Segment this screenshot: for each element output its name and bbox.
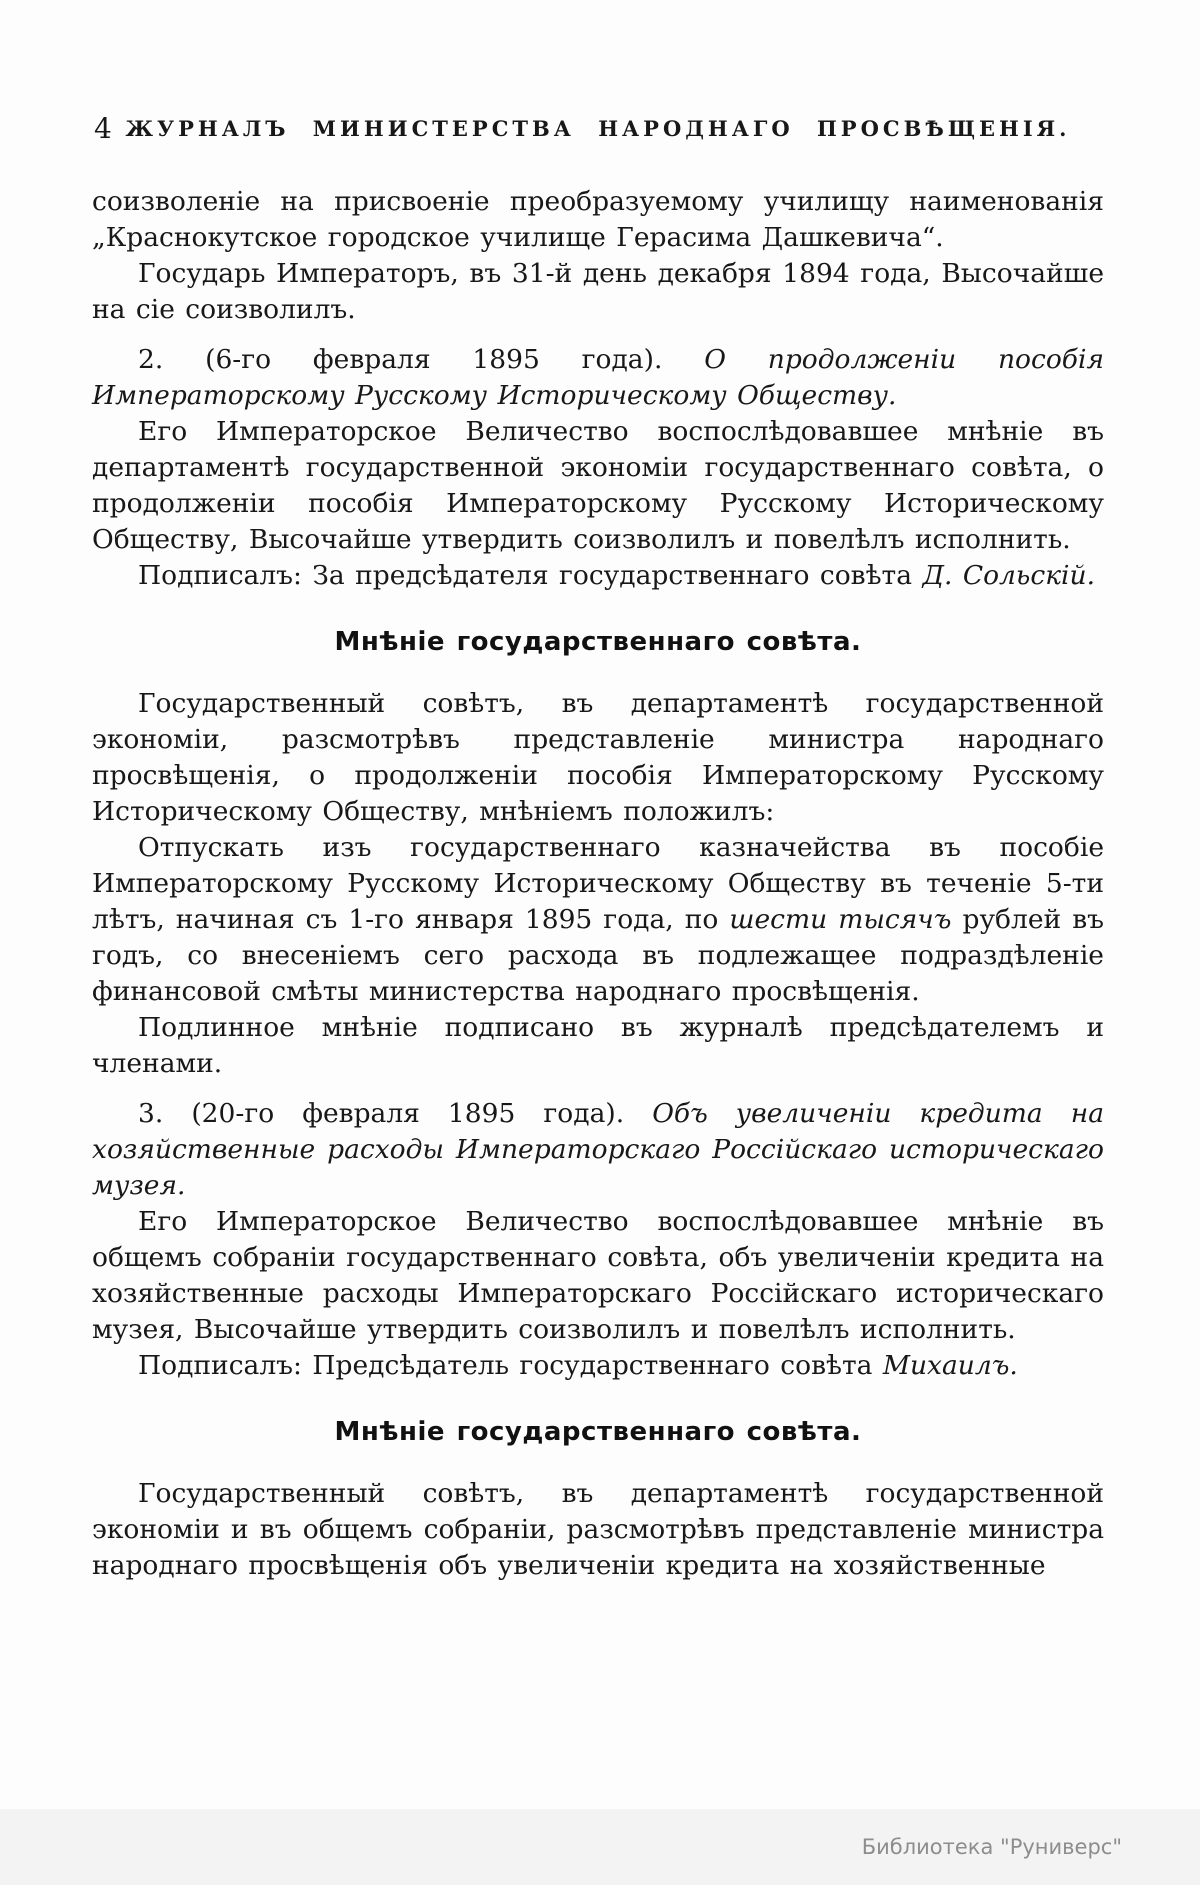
running-header: [92, 112, 1104, 146]
item-2-date-lead: 2. (6-го февраля 1895 года).: [138, 344, 705, 375]
paragraph-item-3-body: Его Императорское Величество воспослѣдовавшее мнѣніе въ общемъ собраніи государственнаго совѣта, объ увеличеніи кредита на хозяйственные расходы Императорскаго Россійскаго историческаго музея, Высочайше утвердить соизволилъ и повелѣлъ исполнить.: [92, 1206, 1104, 1345]
paragraph-sovereign-approval: Государь Императоръ, въ 31-й день декабря 1894 года, Высочайше на сіе соизволилъ.: [92, 258, 1104, 325]
paragraph-opinion-1-intro: Государственный совѣтъ, въ департаментѣ государственной экономіи, разсмотрѣвъ представленіе министра народнаго просвѣщенія, о продолженіи пособія Императорскому Русскому Историческому Обществу, мнѣніемъ положилъ:: [92, 688, 1104, 827]
item-2-title-paragraph: [92, 342, 1104, 414]
watermark-text: Библиотека "Руниверс": [861, 1835, 1122, 1859]
item-3-date-lead: 3. (20-го февраля 1895 года).: [138, 1098, 653, 1129]
journal-running-title: ЖУРНАЛЪ МИНИСТЕРСТВА НАРОДНАГО ПРОСВѢЩЕНІЯ.: [125, 116, 1071, 141]
paragraph-opinion-2-intro: Государственный совѣтъ, въ департаментѣ государственной экономіи и въ общемъ собраніи, разсмотрѣвъ представленіе министра народнаго просвѣщенія объ увеличеніи кредита на хозяйственные: [92, 1478, 1104, 1581]
page-text: [92, 184, 1104, 1584]
item-3-title-paragraph: [92, 1096, 1104, 1204]
paragraph-item-2-body: Его Императорское Величество воспослѣдовавшее мнѣніе въ департаментѣ государственной экономіи государственнаго совѣта, о продолженіи пособія Императорскому Русскому Историческому Обществу, Высочайше утвердить соизволилъ и повелѣлъ исполнить.: [92, 416, 1104, 555]
paragraph-item-3-signature: [92, 1348, 1104, 1384]
opinion-heading-1: Мнѣніе государственнаго совѣта.: [334, 627, 862, 657]
item-2-signature-name: Д. Сольскій.: [922, 560, 1095, 591]
paragraph-opinion-1-resolution: [92, 830, 1104, 1010]
item-3-signature-name: Михаилъ.: [882, 1350, 1018, 1381]
item-2-signature-lead: Подписалъ: За предсѣдателя государственнаго совѣта: [138, 560, 923, 591]
item-3-title: Объ увеличеніи кредита на хозяйственные расходы Императорскаго Россійскаго историческаго музея.: [92, 1098, 1104, 1201]
footer-watermark-strip: [0, 1809, 1200, 1885]
paragraph-opinion-1-note: Подлинное мнѣніе подписано въ журналѣ предсѣдателемъ и членами.: [92, 1012, 1104, 1079]
paragraph-item-2-signature: [92, 558, 1104, 594]
page-number: 4: [94, 112, 112, 145]
paragraph-decree-continuation: соизволеніе на присвоеніе преобразуемому училищу наименованія „Краснокутское городское училище Герасима Дашкевича“.: [92, 186, 1104, 253]
opinion-1-resolution-part1: Отпускать изъ государственнаго казначейства въ пособіе Императорскому Русскому Историческому Обществу въ теченіе 5-ти лѣтъ, начиная съ 1-го января 1895 года, по: [92, 832, 1104, 935]
opinion-heading-2: Мнѣніе государственнаго совѣта.: [334, 1417, 862, 1447]
opinion-1-resolution-part2: рублей въ годъ, со внесеніемъ сего расхода въ подлежащее подраздѣленіе финансовой смѣты министерства народнаго просвѣщенія.: [92, 904, 1104, 1007]
opinion-1-resolution-amount: шести тысячъ: [729, 904, 952, 935]
item-3-signature-lead: Подписалъ: Предсѣдатель государственнаго совѣта: [138, 1350, 883, 1381]
item-2-title: О продолженіи пособія Императорскому Русскому Историческому Обществу.: [92, 344, 1104, 411]
